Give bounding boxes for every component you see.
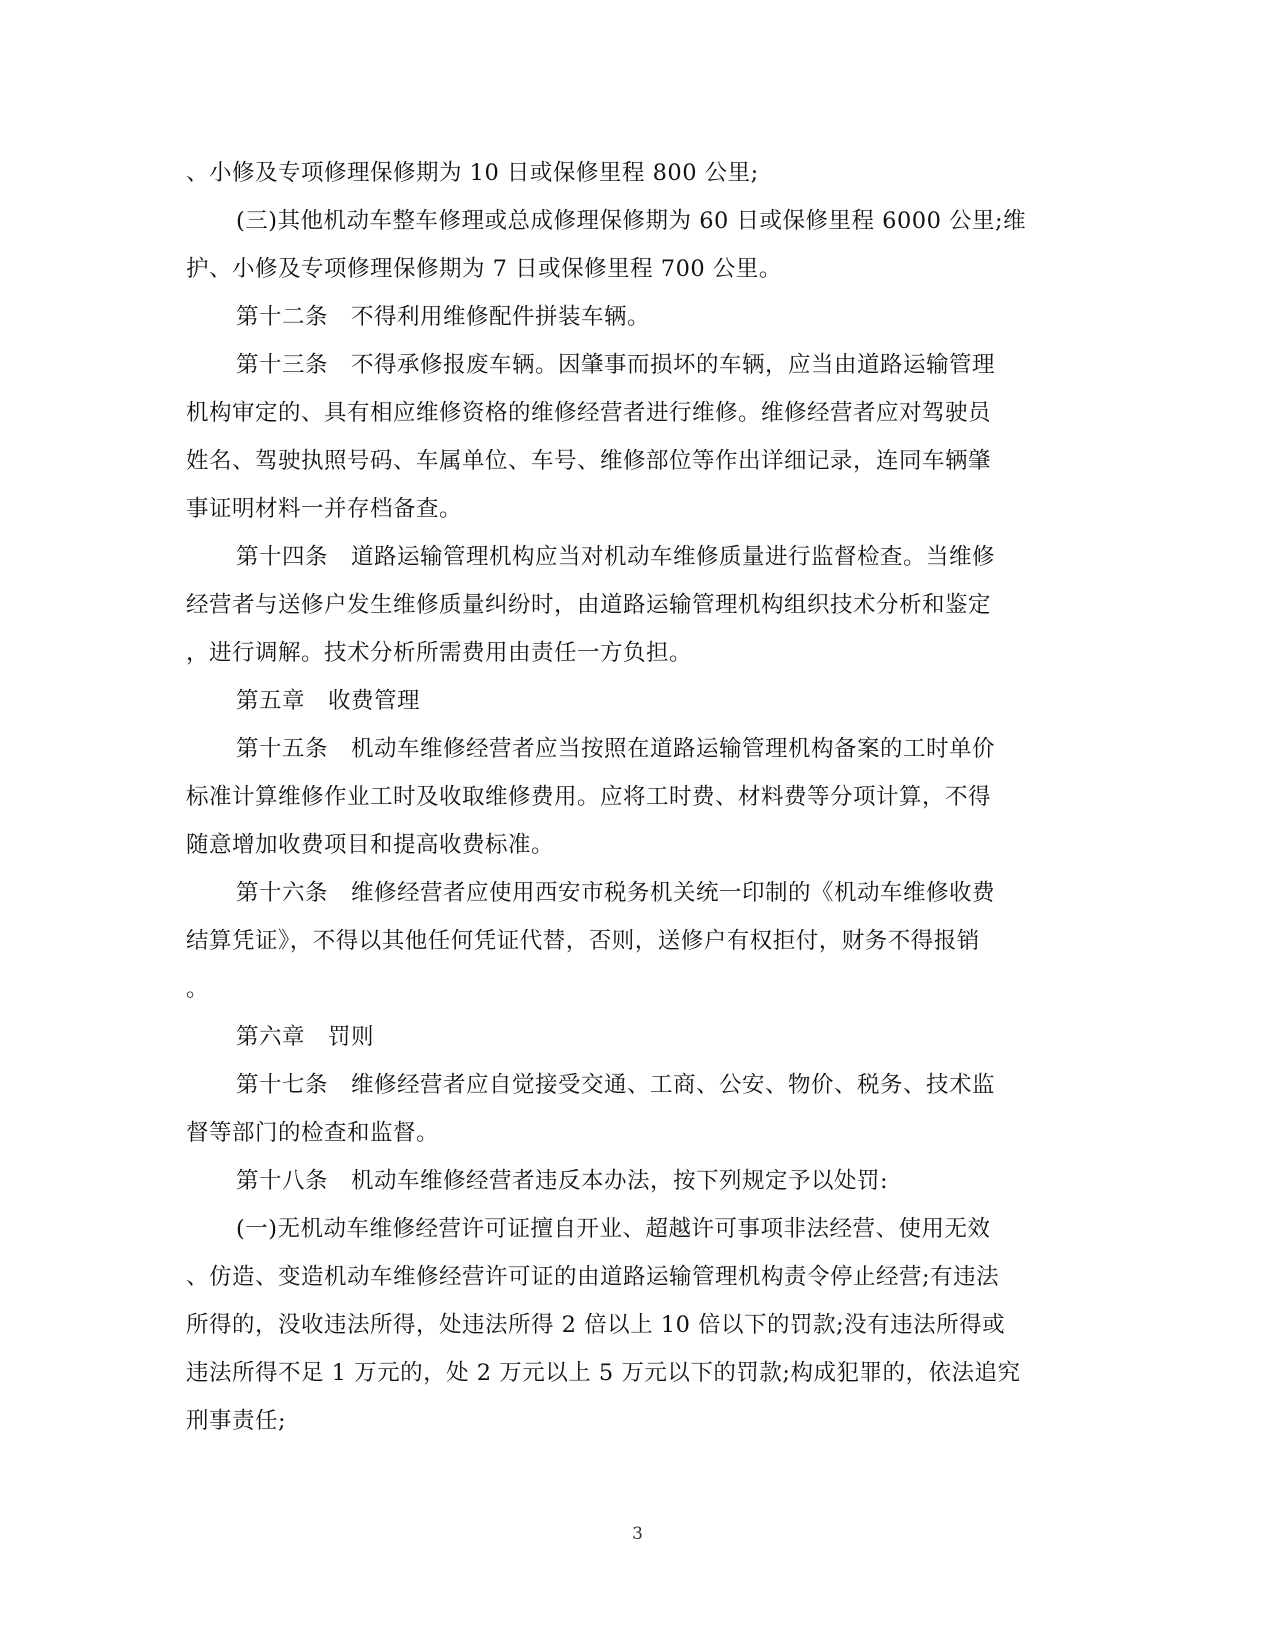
text-line: 第十三条 不得承修报废车辆。因肇事而损坏的车辆，应当由道路运输管理 — [236, 352, 996, 378]
text-line: 违法所得不足 1 万元的，处 2 万元以上 5 万元以下的罚款;构成犯罪的，依法追究 — [186, 1360, 1021, 1386]
text-line: (一)无机动车维修经营许可证擅自开业、超越许可事项非法经营、使用无效 — [236, 1216, 991, 1242]
page-number: 3 — [632, 1524, 643, 1544]
text-line: 随意增加收费项目和提高收费标准。 — [186, 832, 555, 858]
text-line: 第十四条 道路运输管理机构应当对机动车维修质量进行监督检查。当维修 — [236, 544, 996, 570]
text-line: (三)其他机动车整车修理或总成修理保修期为 60 日或保修里程 6000 公里;维 — [236, 208, 1027, 234]
document-body — [186, 149, 1076, 1445]
text-line: 刑事责任; — [186, 1408, 287, 1434]
text-line: 护、小修及专项修理保修期为 7 日或保修里程 700 公里。 — [186, 256, 782, 282]
article-heading-12: 第十二条 不得利用维修配件拼装车辆。 — [236, 304, 651, 330]
text-line: 第十七条 维修经营者应自觉接受交通、工商、公安、物价、税务、技术监 — [236, 1072, 996, 1098]
text-line: 、仿造、变造机动车维修经营许可证的由道路运输管理机构责令停止经营;有违法 — [186, 1264, 1000, 1290]
text-line: 结算凭证》，不得以其他任何凭证代替，否则，送修户有权拒付，财务不得报销 — [186, 928, 980, 954]
text-line: 姓名、驾驶执照号码、车属单位、车号、维修部位等作出详细记录，连同车辆肇 — [186, 448, 992, 474]
text-line: ，进行调解。技术分析所需费用由责任一方负担。 — [186, 640, 693, 666]
text-line: 所得的，没收违法所得，处违法所得 2 倍以上 10 倍以下的罚款;没有违法所得或 — [186, 1312, 1006, 1338]
text-line: 督等部门的检查和监督。 — [186, 1120, 440, 1146]
text-line: 第十五条 机动车维修经营者应当按照在道路运输管理机构备案的工时单价 — [236, 736, 996, 762]
chapter-heading-6: 第六章 罚则 — [236, 1024, 375, 1050]
text-line: 、小修及专项修理保修期为 10 日或保修里程 800 公里; — [186, 160, 759, 186]
text-line: 标准计算维修作业工时及收取维修费用。应将工时费、材料费等分项计算，不得 — [186, 784, 992, 810]
text-line: 。 — [186, 976, 210, 1002]
text-line: 第十六条 维修经营者应使用西安市税务机关统一印制的《机动车维修收费 — [236, 880, 996, 906]
text-line: 第十八条 机动车维修经营者违反本办法，按下列规定予以处罚: — [236, 1168, 889, 1194]
chapter-heading-5: 第五章 收费管理 — [236, 688, 421, 714]
text-line: 经营者与送修户发生维修质量纠纷时，由道路运输管理机构组织技术分析和鉴定 — [186, 592, 992, 618]
text-line: 机构审定的、具有相应维修资格的维修经营者进行维修。维修经营者应对驾驶员 — [186, 400, 992, 426]
text-line: 事证明材料一并存档备查。 — [186, 496, 463, 522]
